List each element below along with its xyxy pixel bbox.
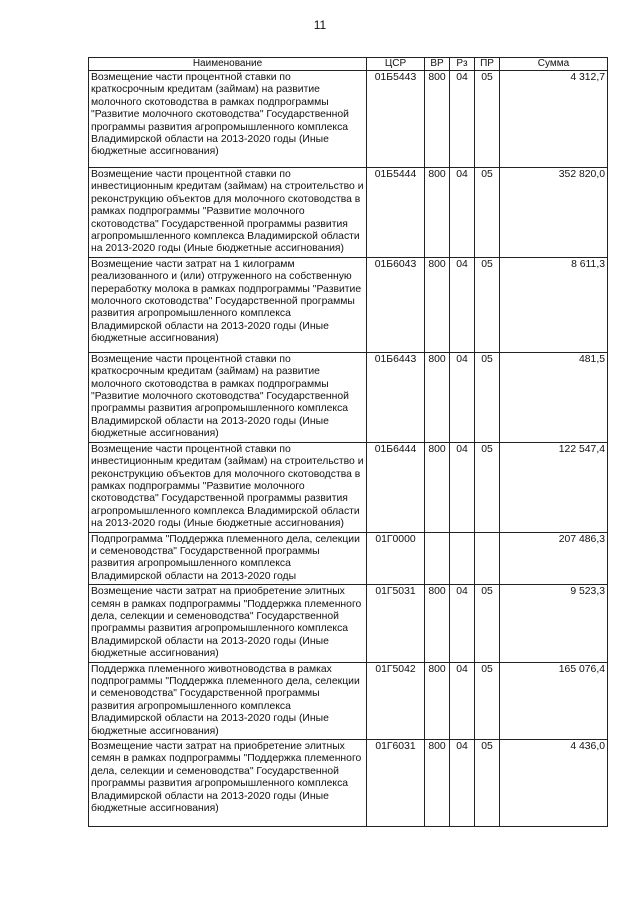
row-pr: 05 — [475, 740, 500, 827]
budget-table — [88, 57, 608, 827]
row-csr: 01Г5031 — [367, 585, 425, 662]
header-rz: Рз — [450, 58, 475, 71]
table-row — [89, 442, 608, 532]
row-rz: 04 — [450, 352, 475, 442]
row-csr: 01Б6443 — [367, 352, 425, 442]
row-vr: 800 — [425, 442, 450, 532]
row-csr: 01Б6444 — [367, 442, 425, 532]
row-vr: 800 — [425, 257, 450, 352]
row-csr: 01Г0000 — [367, 532, 425, 585]
header-name: Наименование — [89, 58, 367, 71]
row-name: Поддержка племенного животноводства в рамках подпрограммы "Поддержка племенного дела, селекции и семеноводства" Государственной программы развития агропромышленного комплекса Владимирской области на 2013-2020 годы (Иные бюджетные ассигнования) — [89, 662, 367, 739]
row-pr: 05 — [475, 585, 500, 662]
header-pr: ПР — [475, 58, 500, 71]
row-vr: 800 — [425, 585, 450, 662]
row-pr: 05 — [475, 168, 500, 258]
table-row — [89, 352, 608, 442]
row-name: Возмещение части затрат на приобретение элитных семян в рамках подпрограммы "Поддержка племенного дела, селекции и семеноводства" Государственной программы развития агропромышленного комплекса Владимирской области на 2013-2020 годы (Иные бюджетные ассигнования) — [89, 740, 367, 827]
row-name: Возмещение части затрат на 1 килограмм реализованного и (или) отгруженного на собственную переработку молока в рамках подпрограммы "Развитие молочного скотоводства" Государственной программы развития агропромышленного комплекса Владимирской области на 2013-2020 годы (Иные бюджетные ассигнования) — [89, 257, 367, 352]
row-rz: 04 — [450, 168, 475, 258]
row-sum: 481,5 — [500, 352, 608, 442]
row-sum: 8 611,3 — [500, 257, 608, 352]
row-sum: 352 820,0 — [500, 168, 608, 258]
row-vr: 800 — [425, 352, 450, 442]
row-pr: 05 — [475, 352, 500, 442]
row-rz: 04 — [450, 257, 475, 352]
row-rz: 04 — [450, 442, 475, 532]
row-sum: 122 547,4 — [500, 442, 608, 532]
row-csr: 01Г5042 — [367, 662, 425, 739]
table-header-row — [89, 58, 608, 71]
page-number: 11 — [313, 18, 327, 32]
row-vr — [425, 532, 450, 585]
header-sum: Сумма — [500, 58, 608, 71]
row-vr: 800 — [425, 662, 450, 739]
table-row — [89, 168, 608, 258]
row-pr: 05 — [475, 662, 500, 739]
table-row — [89, 257, 608, 352]
row-name: Возмещение части процентной ставки по краткосрочным кредитам (займам) на развитие молочного скотоводства в рамках подпрограммы "Развитие молочного скотоводства" Государственной программы развития агропромышленного комплекса Владимирской области на 2013-2020 годы (Иные бюджетные ассигнования) — [89, 71, 367, 168]
row-sum: 207 486,3 — [500, 532, 608, 585]
table-row — [89, 662, 608, 739]
row-csr: 01Г6031 — [367, 740, 425, 827]
row-rz — [450, 532, 475, 585]
header-vr: ВР — [425, 58, 450, 71]
row-sum: 4 436,0 — [500, 740, 608, 827]
row-vr: 800 — [425, 71, 450, 168]
table-row — [89, 71, 608, 168]
table-row — [89, 585, 608, 662]
row-vr: 800 — [425, 740, 450, 827]
row-rz: 04 — [450, 585, 475, 662]
row-pr — [475, 532, 500, 585]
header-csr: ЦСР — [367, 58, 425, 71]
row-rz: 04 — [450, 740, 475, 827]
row-vr: 800 — [425, 168, 450, 258]
row-csr: 01Б5444 — [367, 168, 425, 258]
row-name: Возмещение части затрат на приобретение элитных семян в рамках подпрограммы "Поддержка племенного дела, селекции и семеноводства" Государственной программы развития агропромышленного комплекса Владимирской области на 2013-2020 годы (Иные бюджетные ассигнования) — [89, 585, 367, 662]
row-csr: 01Б6043 — [367, 257, 425, 352]
row-name: Возмещение части процентной ставки по инвестиционным кредитам (займам) на строительство и реконструкцию объектов для молочного скотоводства в рамках подпрограммы "Развитие молочного скотоводства" Государственной программы развития агропромышленного комплекса Владимирской области на 2013-2020 годы (Иные бюджетные ассигнования) — [89, 442, 367, 532]
row-rz: 04 — [450, 71, 475, 168]
row-sum: 4 312,7 — [500, 71, 608, 168]
row-sum: 9 523,3 — [500, 585, 608, 662]
row-sum: 165 076,4 — [500, 662, 608, 739]
row-pr: 05 — [475, 442, 500, 532]
row-pr: 05 — [475, 257, 500, 352]
row-name: Подпрограмма "Поддержка племенного дела, селекции и семеноводства" Государственной программы развития агропромышленного комплекса Владимирской области на 2013-2020 годы — [89, 532, 367, 585]
row-rz: 04 — [450, 662, 475, 739]
row-pr: 05 — [475, 71, 500, 168]
row-name: Возмещение части процентной ставки по краткосрочным кредитам (займам) на развитие молочного скотоводства в рамках подпрограммы "Развитие молочного скотоводства" Государственной программы развития агропромышленного комплекса Владимирской области на 2013-2020 годы (Иные бюджетные ассигнования) — [89, 352, 367, 442]
table-row — [89, 532, 608, 585]
table-row — [89, 740, 608, 827]
row-name: Возмещение части процентной ставки по инвестиционным кредитам (займам) на строительство и реконструкцию объектов для молочного скотоводства в рамках подпрограммы "Развитие молочного скотоводства" Государственной программы развития агропромышленного комплекса Владимирской области на 2013-2020 годы (Иные бюджетные ассигнования) — [89, 168, 367, 258]
row-csr: 01Б5443 — [367, 71, 425, 168]
